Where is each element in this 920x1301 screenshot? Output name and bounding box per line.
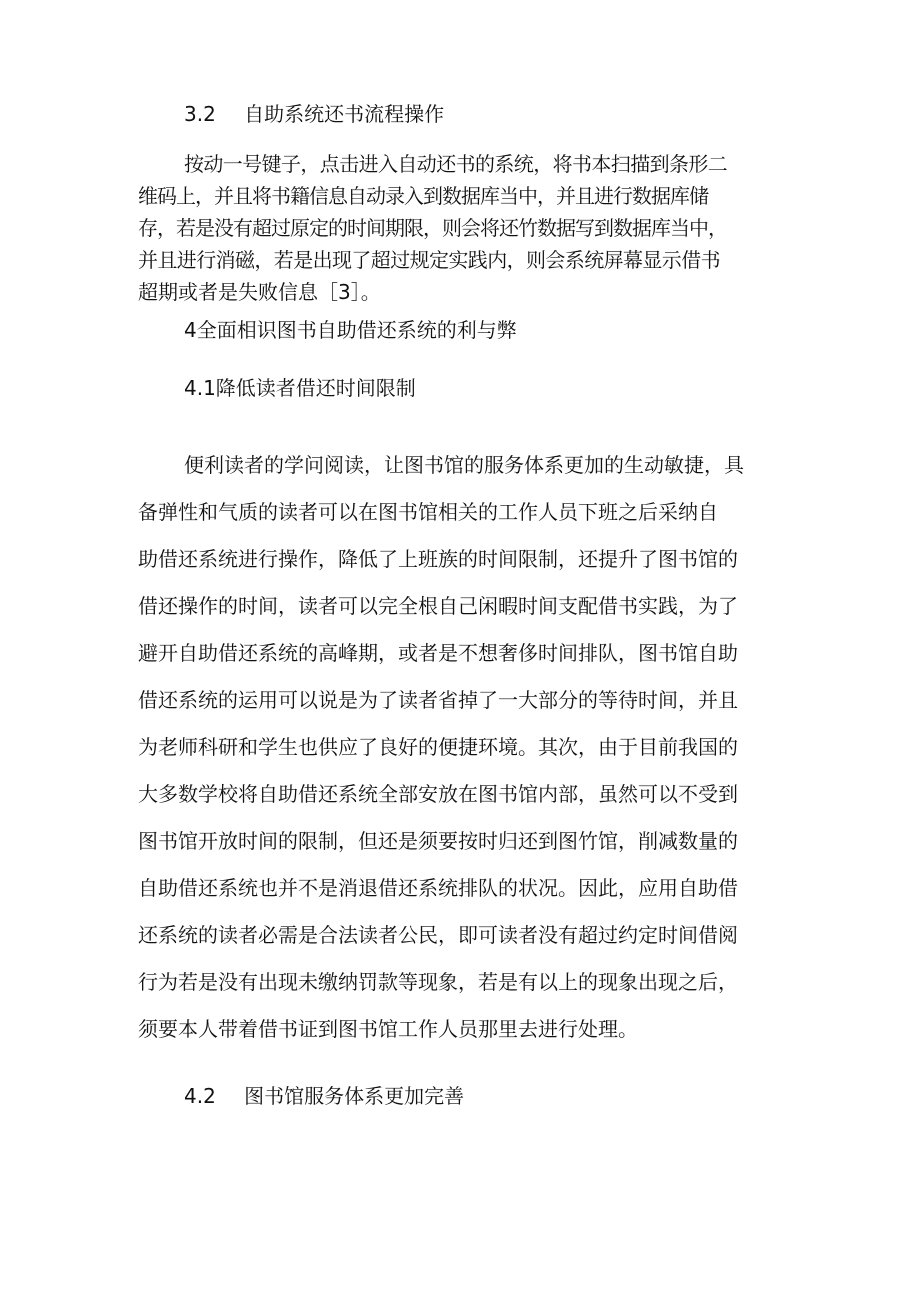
paragraph-line: 行为若是没有出现未缴纳罚款等现象，若是有以上的现象出现之后， — [138, 970, 738, 994]
section-4-2-heading — [184, 1084, 464, 1108]
paragraph-line: 避开自助借还系统的高峰期，或者是不想奢侈时间排队，图书馆自助 — [138, 641, 738, 665]
paragraph-line: 大多数学校将自助借还系统全部安放在图书馆内部，虽然可以不受到 — [138, 782, 738, 806]
paragraph-line: 存，若是没有超过原定的时间期限，则会将还竹数据写到数据库当中， — [138, 216, 727, 240]
section-3-2-number: 3.2 — [184, 102, 216, 126]
paragraph-line: 须要本人带着借书证到图书馆工作人员那里去进行处理。 — [138, 1017, 638, 1041]
section-4-heading: 4全面相识图书自助借还系统的利与弊 — [184, 318, 517, 342]
paragraph-line: 按动一号键子，点击进入自动还书的系统，将书本扫描到条形二 — [184, 152, 728, 176]
paragraph-line: 借还系统的运用可以说是为了读者省掉了一大部分的等待时间，并且 — [138, 688, 738, 712]
paragraph-line: 便利读者的学问阅读，让图书馆的服务体系更加的生动敏捷，具 — [184, 453, 744, 477]
section-3-2-title: 自助系统还书流程操作 — [244, 102, 445, 126]
paragraph-line: 超期或者是失败信息［3］。 — [138, 280, 381, 304]
paragraph-line: 助借还系统进行操作，降低了上班族的时间限制，还提升了图书馆的 — [138, 547, 738, 571]
section-3-2-heading — [184, 102, 444, 126]
paragraph-line: 维码上，并且将书籍信息自动录入到数据库当中，并且进行数据库储 — [138, 184, 708, 208]
paragraph-line: 还系统的读者必需是合法读者公民，即可读者没有超过约定时间借阅 — [138, 923, 738, 947]
paragraph-line: 并且进行消磁，若是出现了超过规定实践内，则会系统屏幕显示借书 — [138, 248, 720, 272]
paragraph-line: 自助借还系统也并不是消退借还系统排队的状况。因此，应用自助借 — [138, 876, 738, 900]
section-4-2-title: 图书馆服务体系更加完善 — [244, 1084, 465, 1108]
section-4-1-heading: 4.1降低读者借还时间限制 — [184, 376, 416, 400]
paragraph-line: 图书馆开放时间的限制，但还是须要按时归还到图竹馆，削减数量的 — [138, 829, 738, 853]
section-4-2-number: 4.2 — [184, 1084, 216, 1108]
paragraph-line: 为老师科研和学生也供应了良好的便捷环境。其次，由于目前我国的 — [138, 735, 738, 759]
paragraph-line: 借还操作的时间，读者可以完全根自己闲暇时间支配借书实践，为了 — [138, 594, 738, 618]
paragraph-line: 备弹性和气质的读者可以在图书馆相关的工作人员下班之后采纳自 — [138, 500, 718, 524]
